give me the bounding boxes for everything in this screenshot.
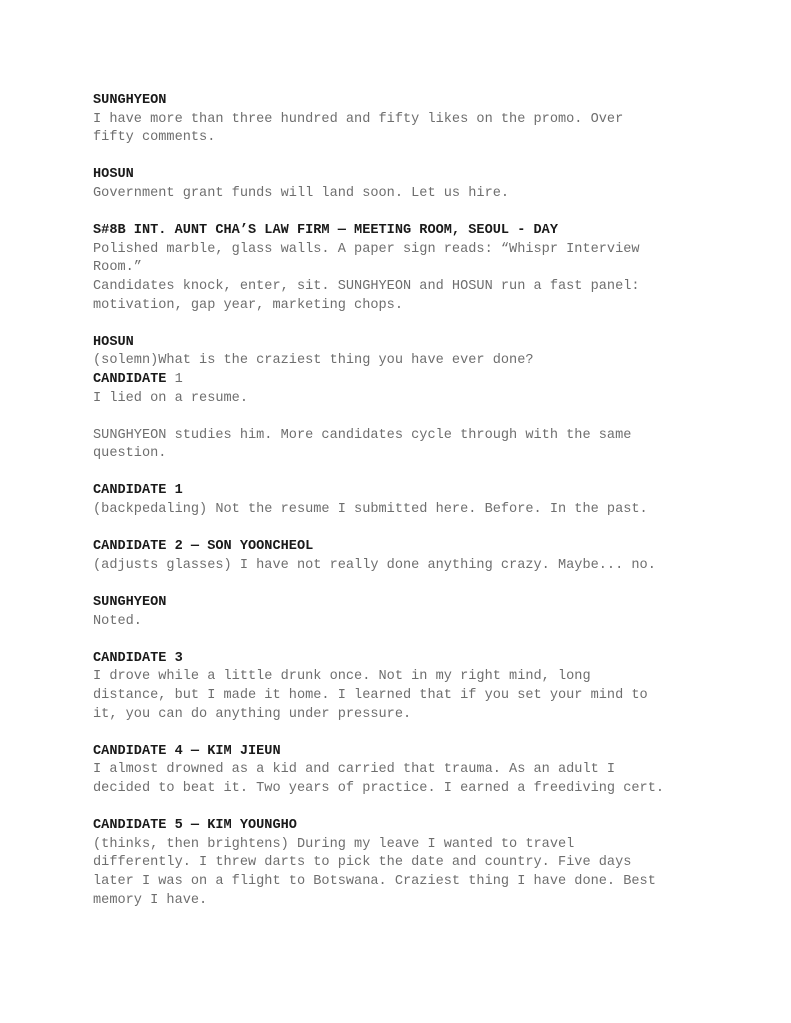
script-line: I have more than three hundred and fifty likes on the promo. Over [93,111,624,127]
character-name: SUNGHYEON [93,93,167,108]
blank-line [93,315,733,334]
script-line: memory I have. [93,892,208,908]
character-name: CANDIDATE 3 [93,650,183,666]
character-name: HOSUN [93,167,134,183]
script-line: Room.” [93,260,142,276]
character-name: CANDIDATE 4 — KIM JIEUN [93,743,281,759]
script-line: I almost drowned as a kid and carried that trauma. As an adult I [93,762,616,778]
screenplay-body [93,92,733,910]
character-name-text: CANDIDATE [93,371,167,387]
character-name [93,371,733,390]
script-line: (solemn)What is the craziest thing you have ever done? [93,353,534,369]
script-line: decided to beat it. Two years of practice. I earned a freediving cert. [93,780,665,796]
blank-line [93,575,733,594]
script-line: fifty comments. [93,130,216,146]
script-line: later I was on a flight to Botswana. Craziest thing I have done. Best [93,873,656,889]
blank-line [93,799,733,818]
script-line: I lied on a resume. [93,390,248,406]
script-line: SUNGHYEON studies him. More candidates cycle through with the same [93,427,632,443]
character-name: CANDIDATE 1 [93,483,183,499]
character-name: HOSUN [93,334,134,350]
script-line: (backpedaling) Not the resume I submitted here. Before. In the past. [93,502,648,518]
blank-line [93,148,733,167]
script-line: question. [93,446,167,462]
script-line: Noted. [93,613,142,629]
script-line: distance, but I made it home. I learned that if you set your mind to [93,688,648,703]
script-line: I drove while a little drunk once. Not in my right mind, long [93,669,591,685]
blank-line [93,408,733,427]
character-name: SUNGHYEON [93,595,167,611]
script-line: Candidates knock, enter, sit. SUNGHYEON and HOSUN run a fast panel: [93,278,640,294]
blank-line [93,724,733,743]
character-name: CANDIDATE 2 — SON YOONCHEOL [93,539,314,555]
blank-line [93,631,733,650]
character-name: CANDIDATE 5 — KIM YOUNGHO [93,818,297,834]
character-number: 1 [174,371,183,387]
script-line: motivation, gap year, marketing chops. [93,297,403,313]
blank-line [93,520,733,539]
script-line: (adjusts glasses) I have not really done anything crazy. Maybe... no. [93,557,656,573]
blank-line [93,204,733,223]
script-line: Polished marble, glass walls. A paper sign reads: “Whispr Interview [93,241,640,257]
script-line: it, you can do anything under pressure. [93,706,412,722]
scene-heading: S#8B INT. AUNT CHA’S LAW FIRM — MEETING ROOM, SEOUL - DAY [93,223,558,239]
script-line: (thinks, then brightens) During my leave I wanted to travel [93,836,575,852]
script-line: differently. I threw darts to pick the date and country. Five days [93,855,632,871]
script-line: Government grant funds will land soon. Let us hire. [93,185,510,201]
blank-line [93,464,733,483]
